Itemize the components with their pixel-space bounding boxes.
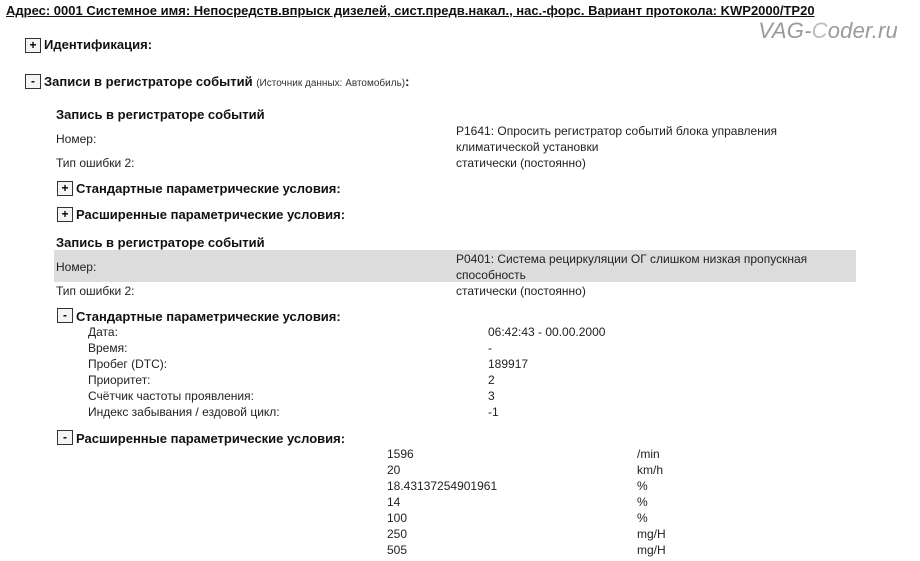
record1-ext-label: Расширенные параметрические условия: <box>76 207 346 222</box>
address-header: Адрес: 0001 Системное имя: Непосредств.впрыск дизелей, сист.предв.накал., нас.-форс. Вариант протокола: KWP2000/TP20 <box>6 3 815 18</box>
record1-std-label: Стандартные параметрические условия: <box>76 181 341 196</box>
std-row-value: 2 <box>488 373 495 387</box>
record2-std-collapse-toggle[interactable]: - <box>57 308 73 323</box>
watermark-prefix: VAG- <box>758 18 812 43</box>
ext-row-value: 18.43137254901961 <box>387 479 498 493</box>
std-row-label: Время: <box>88 341 128 355</box>
record2-ext-collapse-toggle[interactable]: - <box>57 430 73 445</box>
identification-label: Идентификация: <box>44 37 153 52</box>
std-row-value: - <box>488 341 492 355</box>
ext-row-value: 14 <box>387 495 401 509</box>
std-row-label: Индекс забывания / ездовой цикл: <box>88 405 280 419</box>
record1-number-label: Номер: <box>56 132 97 146</box>
ext-row-value: 1596 <box>387 447 414 461</box>
std-row-value: 3 <box>488 389 495 403</box>
record2-std-label: Стандартные параметрические условия: <box>76 309 341 324</box>
ext-row-value: 505 <box>387 543 408 557</box>
watermark-logo <box>758 18 898 44</box>
ext-row-value: 100 <box>387 511 408 525</box>
record2-number-label: Номер: <box>56 260 97 274</box>
std-row-label: Пробег (DTC): <box>88 357 168 371</box>
event-memory-source: (Источник данных: Автомобиль) <box>256 78 406 89</box>
ext-row-unit: mg/H <box>637 527 666 541</box>
ext-row-value: 20 <box>387 463 401 477</box>
record2-type-value: статически (постоянно) <box>456 284 586 298</box>
record1-number-value: P1641: Опросить регистратор событий блока управления климатической установки <box>456 124 778 154</box>
ext-row-unit: % <box>637 495 648 509</box>
ext-row-unit: /min <box>637 447 660 461</box>
record2-type-label: Тип ошибки 2: <box>56 284 135 298</box>
record1-type-label: Тип ошибки 2: <box>56 156 135 170</box>
ext-row-unit: km/h <box>637 463 664 477</box>
ext-row-value: 250 <box>387 527 408 541</box>
watermark-suffix: oder.ru <box>827 18 898 43</box>
identification-expand-toggle[interactable]: + <box>25 38 41 53</box>
record2-ext-label: Расширенные параметрические условия: <box>76 431 346 446</box>
event-memory-collapse-toggle[interactable]: - <box>25 74 41 89</box>
std-row-label: Дата: <box>88 325 118 339</box>
std-row-value: -1 <box>488 405 499 419</box>
watermark-mid: C <box>811 18 828 43</box>
record1-std-expand-toggle[interactable]: + <box>57 181 73 196</box>
std-row-value: 06:42:43 - 00.00.2000 <box>488 325 606 339</box>
record2-number-value: P0401: Система рециркуляции ОГ слишком низкая пропускная способность <box>456 252 808 282</box>
ext-row-unit: % <box>637 511 648 525</box>
ext-row-unit: % <box>637 479 648 493</box>
std-row-label: Приоритет: <box>88 373 151 387</box>
record1-title: Запись в регистраторе событий <box>56 107 265 122</box>
record1-type-value: статически (постоянно) <box>456 156 586 170</box>
record1-ext-expand-toggle[interactable]: + <box>57 207 73 222</box>
ext-row-unit: mg/H <box>637 543 666 557</box>
event-memory-heading <box>44 74 409 89</box>
std-row-label: Счётчик частоты проявления: <box>88 389 254 403</box>
record2-title: Запись в регистраторе событий <box>56 235 265 250</box>
event-memory-label: Записи в регистраторе событий <box>44 74 253 89</box>
std-row-value: 189917 <box>488 357 529 371</box>
event-memory-colon: : <box>405 74 410 89</box>
